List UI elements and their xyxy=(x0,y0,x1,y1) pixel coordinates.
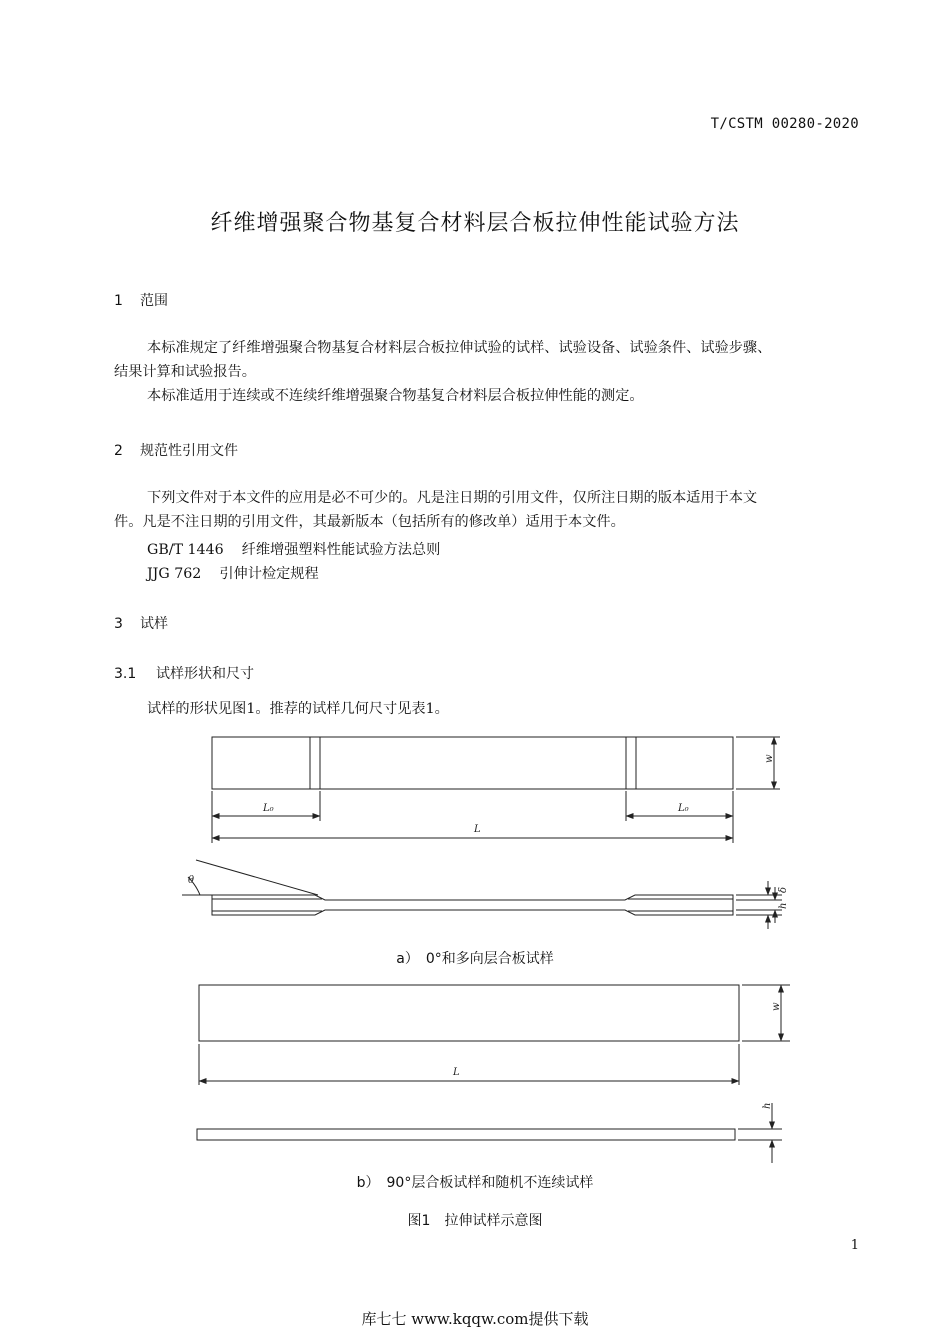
subsection-number: 3.1 xyxy=(114,666,137,682)
section-3-heading xyxy=(114,613,168,633)
specimen-figure xyxy=(0,725,950,1245)
figure-caption-b: b） 90°层合板试样和随机不连续试样 xyxy=(356,1175,594,1191)
w-label-b: w xyxy=(771,1002,782,1011)
refs-para-line2: 件。凡是不注日期的引用文件，其最新版本（包括所有的修改单）适用于本文件。 xyxy=(114,514,625,530)
section-title: 范围 xyxy=(140,293,168,309)
reference-title: 纤维增强塑料性能试验方法总则 xyxy=(241,542,441,558)
figure-caption-a: a） 0°和多向层合板试样 xyxy=(396,951,554,967)
standard-number: T/CSTM 00280-2020 xyxy=(710,116,859,132)
L0-label-left: L₀ xyxy=(263,803,274,814)
section-number: 2 xyxy=(114,443,123,459)
theta-label: θ xyxy=(188,875,195,886)
figure-title: 图1 拉伸试样示意图 xyxy=(407,1213,543,1229)
section-title: 规范性引用文件 xyxy=(140,443,238,459)
subsection-3-1-heading xyxy=(114,663,254,683)
subsection-title: 试样形状和尺寸 xyxy=(156,666,254,682)
reference-code: GB/T 1446 xyxy=(147,542,224,558)
specimen-a-side-outline xyxy=(212,895,733,915)
h-label-b: h xyxy=(762,1102,773,1109)
L-label-a: L xyxy=(474,824,481,835)
specimen-b-side-outline xyxy=(197,1129,735,1140)
bevel-angle-line xyxy=(196,860,318,895)
document-title: 纤维增强聚合物基复合材料层合板拉伸性能试验方法 xyxy=(210,211,740,236)
scope-para1-line1: 本标准规定了纤维增强聚合物基复合材料层合板拉伸试验的试样、试验设备、试验条件、试验步骤、 xyxy=(147,340,772,356)
footer-watermark: 库七七 www.kqqw.com提供下载 xyxy=(361,1310,589,1328)
specimen-b-plan-outline xyxy=(199,985,739,1041)
scope-para1-line2: 结果计算和试验报告。 xyxy=(114,364,256,380)
section-number: 1 xyxy=(114,293,123,309)
L0-label-right: L₀ xyxy=(678,803,689,814)
page-number: 1 xyxy=(850,1238,859,1253)
specimen-para: 试样的形状见图1。推荐的试样几何尺寸见表1。 xyxy=(147,701,449,717)
w-label-a: w xyxy=(764,754,775,763)
section-title: 试样 xyxy=(140,616,168,632)
section-2-heading xyxy=(114,440,238,460)
section-number: 3 xyxy=(114,616,123,632)
delta-label: δ xyxy=(778,886,789,893)
specimen-a-plan-outline xyxy=(212,737,733,789)
reference-title: 引伸计检定规程 xyxy=(219,566,319,582)
reference-code: JJG 762 xyxy=(147,566,202,582)
L-label-b: L xyxy=(453,1067,460,1078)
reference-item xyxy=(147,563,319,583)
refs-para-line1: 下列文件对于本文件的应用是必不可少的。凡是注日期的引用文件，仅所注日期的版本适用于本文 xyxy=(147,490,758,506)
h-label-a: h xyxy=(778,902,789,909)
section-1-heading xyxy=(114,290,168,310)
reference-item xyxy=(147,539,440,559)
scope-para2: 本标准适用于连续或不连续纤维增强聚合物基复合材料层合板拉伸性能的测定。 xyxy=(147,388,644,404)
